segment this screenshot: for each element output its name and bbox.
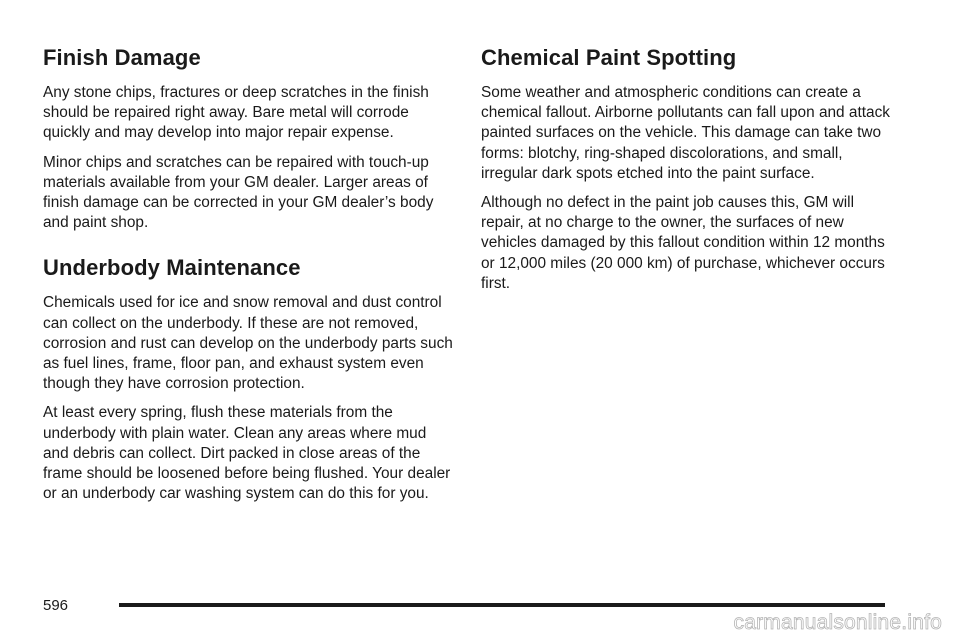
page-number: 596	[43, 597, 69, 614]
finish-damage-section	[43, 44, 453, 233]
underbody-maintenance-paragraph-1: Chemicals used for ice and snow removal and dust control can collect on the underbody. If these are not removed, corrosion and rust can develop on the underbody parts such as fuel lines, frame, floor pan, and exhaust system even though they have corrosion protection.	[43, 294, 453, 393]
underbody-maintenance-section	[43, 254, 453, 504]
right-column	[481, 44, 891, 303]
left-column	[43, 44, 453, 513]
chemical-paint-spotting-paragraph-2: Although no defect in the paint job causes this, GM will repair, at no charge to the owner, the surfaces of new vehicles damaged by this fallout condition within 12 months or 12,000 miles (20 000 km) of purchase, whichever occurs first.	[481, 194, 885, 292]
chemical-paint-spotting-paragraph-1: Some weather and atmospheric conditions can create a chemical fallout. Airborne pollutants can fall upon and attack painted surfaces on the vehicle. This damage can take two forms: blotchy, ring-shaped discolorations, and small, irregular dark spots etched into the paint surface.	[481, 84, 890, 182]
watermark: carmanualsonline.info	[733, 611, 942, 634]
chemical-paint-spotting-section	[481, 44, 891, 294]
footer-rule	[119, 603, 885, 607]
underbody-maintenance-paragraph-2: At least every spring, flush these materials from the underbody with plain water. Clean any areas where mud and debris can collect. Dirt packed in close areas of the frame should be loosened before being flushed. Your dealer or an underbody car washing system can do this for you.	[43, 404, 451, 503]
finish-damage-paragraph-1: Any stone chips, fractures or deep scratches in the finish should be repaired right away. Bare metal will corrode quickly and may develop into major repair expense.	[43, 84, 429, 142]
chemical-paint-spotting-heading: Chemical Paint Spotting	[481, 45, 737, 70]
finish-damage-paragraph-2: Minor chips and scratches can be repaired with touch-up materials available from your GM dealer. Larger areas of finish damage can be corrected in your GM dealer’s body and paint shop.	[43, 153, 434, 232]
finish-damage-heading: Finish Damage	[43, 45, 201, 70]
underbody-maintenance-heading: Underbody Maintenance	[43, 255, 301, 281]
